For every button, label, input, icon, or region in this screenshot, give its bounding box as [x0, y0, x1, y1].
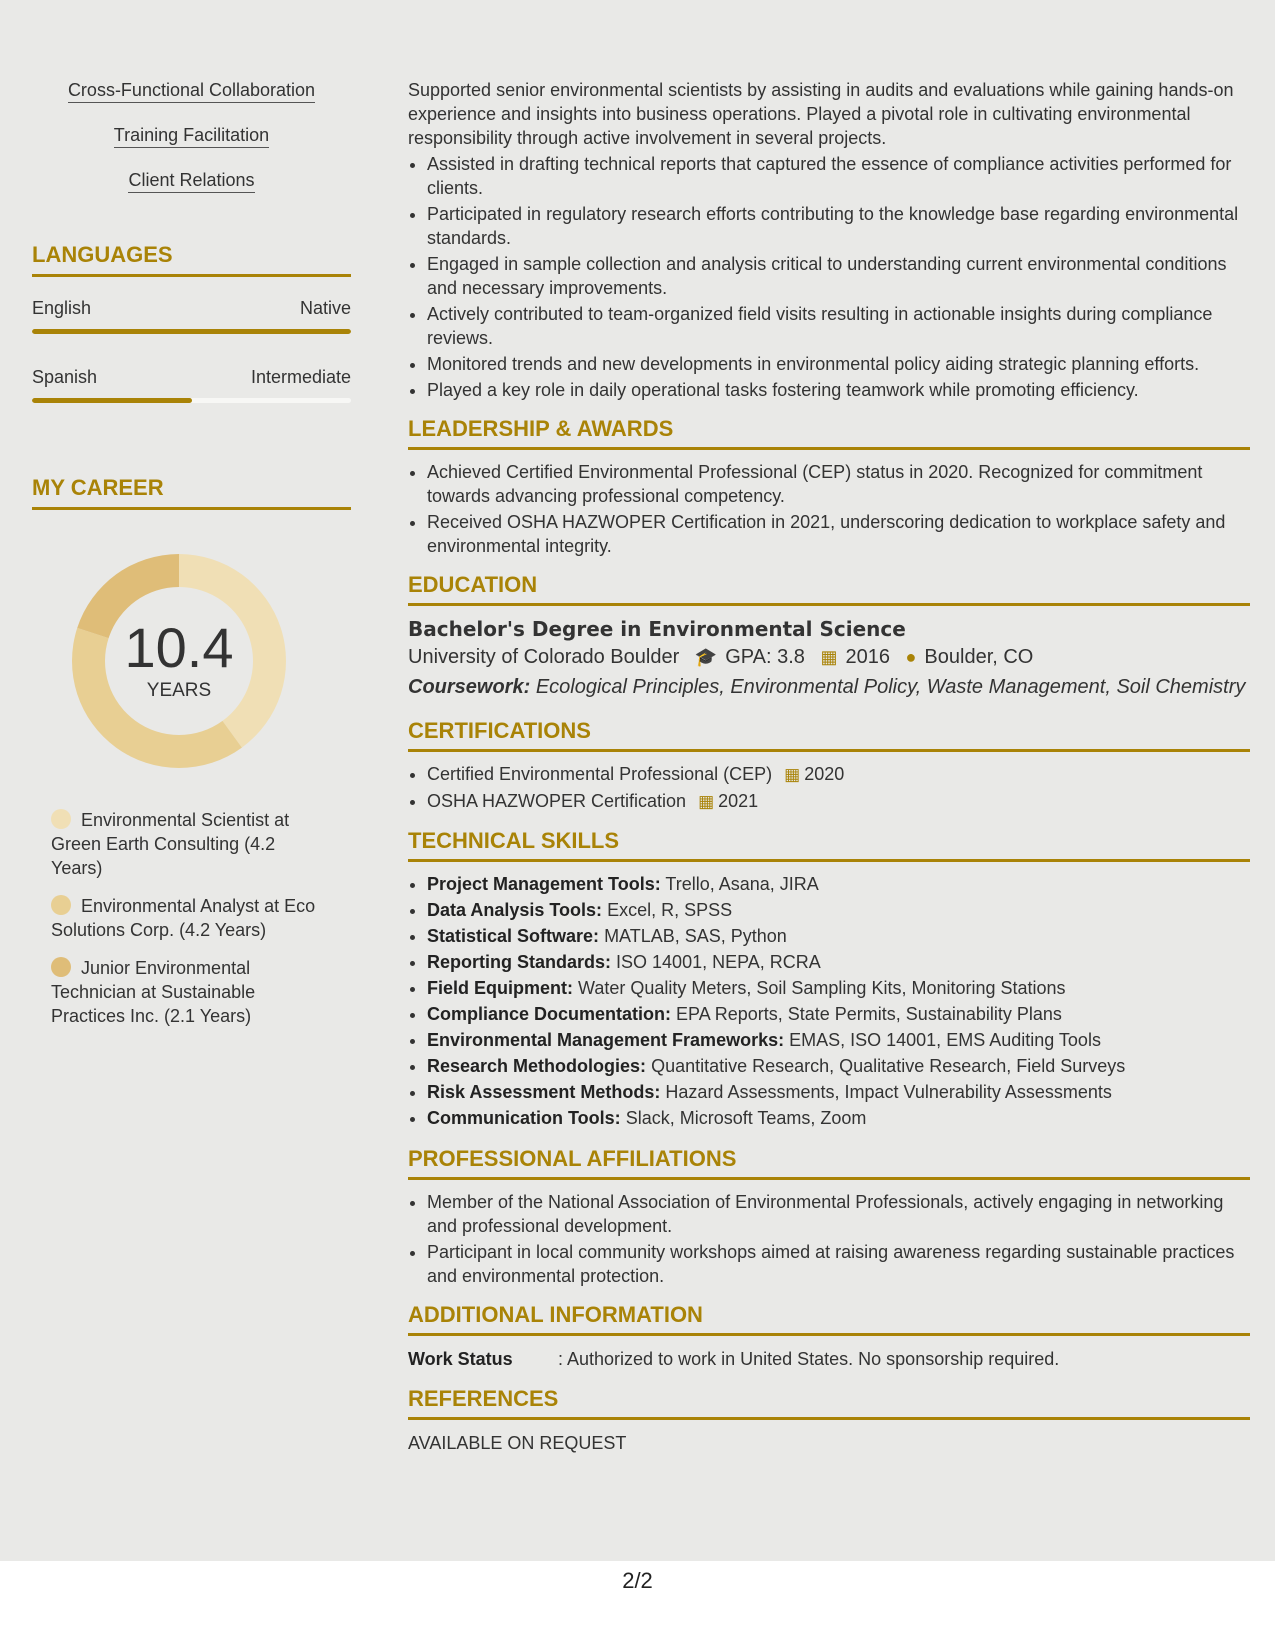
experience-bullets [408, 152, 1250, 402]
list-item: • Reporting Standards: ISO 14001, NEPA, RCRA [427, 950, 1250, 974]
sidebar [32, 80, 351, 1042]
technical-skills-list [408, 872, 1250, 1130]
skill-tag: Client Relations [32, 170, 351, 197]
certifications-heading: CERTIFICATIONS [408, 718, 1250, 752]
language-name: English [32, 298, 92, 318]
work-status-row [408, 1346, 1250, 1372]
list-item: • Achieved Certified Environmental Professional (CEP) status in 2020. Recognized for commitment towards advancing professional competency. [427, 460, 1250, 508]
work-status-value: : Authorized to work in United States. No sponsorship required. [558, 1349, 1060, 1369]
references-text: AVAILABLE ON REQUEST [408, 1433, 627, 1453]
list-item: • Data Analysis Tools: Excel, R, SPSS [427, 898, 1250, 922]
calendar-icon: ▦ [820, 647, 838, 667]
certifications-list [408, 762, 1250, 814]
education-location: Boulder, CO [924, 646, 1034, 668]
legend-dot [51, 957, 71, 977]
list-item: • Actively contributed to team-organized field visits resulting in actionable insights during compliance reviews. [427, 302, 1250, 350]
location-pin-icon: ● [905, 647, 917, 667]
leadership-heading: LEADERSHIP & AWARDS [408, 416, 1250, 450]
list-item: • Participated in regulatory research efforts contributing to the knowledge base regarding environmental standards. [427, 202, 1250, 250]
career-years-label: YEARS [146, 680, 212, 701]
list-item: • Played a key role in daily operational tasks fostering teamwork while promoting efficiency. [427, 378, 1250, 402]
list-item: • Assisted in drafting technical reports that captured the essence of compliance activities performed for clients. [427, 152, 1250, 200]
career-legend-item: Environmental Scientist at Green Earth Consulting (4.2 Years) [51, 810, 290, 878]
calendar-icon: ▦ [784, 765, 801, 784]
language-name: Spanish [32, 367, 98, 387]
career-donut-chart [66, 548, 292, 774]
list-item: • Received OSHA HAZWOPER Certification in 2021, underscoring dedication to workplace safety and environmental integrity. [427, 510, 1250, 558]
list-item: • Engaged in sample collection and analysis critical to understanding current environmental conditions and necessary improvements. [427, 252, 1250, 300]
list-item: • Certified Environmental Professional (CEP) ▦ 2020 [427, 762, 1250, 787]
list-item: • OSHA HAZWOPER Certification ▦ 2021 [427, 789, 1250, 814]
list-item: • Compliance Documentation: EPA Reports, State Permits, Sustainability Plans [427, 1002, 1250, 1026]
list-item: • Participant in local community workshops aimed at raising awareness regarding sustainable practices and environmental protection. [427, 1240, 1250, 1288]
education-coursework: Coursework: Ecological Principles, Environmental Policy, Waste Management, Soil Chemistry [408, 676, 1246, 698]
list-item: • Monitored trends and new developments in environmental policy aiding strategic planning efforts. [427, 352, 1250, 376]
list-item: • Research Methodologies: Quantitative Research, Qualitative Research, Field Surveys [427, 1054, 1250, 1078]
additional-info-heading: ADDITIONAL INFORMATION [408, 1302, 1250, 1336]
leadership-list [408, 460, 1250, 558]
skill-tag: Cross-Functional Collaboration [32, 80, 351, 107]
language-proficiency-bar [32, 329, 351, 334]
legend-dot [51, 895, 71, 915]
languages-heading: LANGUAGES [32, 242, 351, 277]
language-english [32, 297, 351, 334]
language-spanish [32, 366, 351, 403]
graduation-cap-icon: 🎓 [694, 647, 718, 667]
work-status-label: Work Status [408, 1349, 513, 1369]
language-level: Native [299, 298, 351, 318]
education-year: 2016 [845, 646, 890, 668]
career-heading: MY CAREER [32, 475, 351, 510]
list-item: • Statistical Software: MATLAB, SAS, Python [427, 924, 1250, 948]
references-heading: REFERENCES [408, 1386, 1250, 1420]
education-school: University of Colorado Boulder [408, 646, 680, 668]
technical-skills-heading: TECHNICAL SKILLS [408, 828, 1250, 862]
list-item: • Member of the National Association of Environmental Professionals, actively engaging in networking and professional development. [427, 1190, 1250, 1238]
education-heading: EDUCATION [408, 572, 1250, 606]
list-item: • Environmental Management Frameworks: EMAS, ISO 14001, EMS Auditing Tools [427, 1028, 1250, 1052]
list-item: • Project Management Tools: Trello, Asana, JIRA [427, 872, 1250, 896]
list-item: • Communication Tools: Slack, Microsoft Teams, Zoom [427, 1106, 1250, 1130]
list-item: • Risk Assessment Methods: Hazard Assessments, Impact Vulnerability Assessments [427, 1080, 1250, 1104]
affiliations-heading: PROFESSIONAL AFFILIATIONS [408, 1146, 1250, 1180]
language-proficiency-bar [32, 398, 351, 403]
legend-dot [51, 809, 71, 829]
education-degree: Bachelor's Degree in Environmental Science [408, 617, 906, 641]
education-gpa: GPA: 3.8 [725, 646, 805, 668]
career-legend-item: Environmental Analyst at Eco Solutions Corp. (4.2 Years) [51, 896, 316, 940]
calendar-icon: ▦ [698, 792, 715, 811]
experience-summary: Supported senior environmental scientists by assisting in audits and evaluations while gaining hands-on experience and insights into business operations. Played a pivotal role in cultivating environmental responsibility through active involvement in several projects. [408, 80, 1234, 148]
language-level: Intermediate [250, 367, 351, 387]
career-legend-item: Junior Environmental Technician at Sustainable Practices Inc. (2.1 Years) [51, 958, 256, 1026]
skill-tag: Training Facilitation [32, 125, 351, 152]
list-item: • Field Equipment: Water Quality Meters, Soil Sampling Kits, Monitoring Stations [427, 976, 1250, 1000]
main-content [408, 78, 1250, 1456]
page-number: 2/2 [622, 1568, 653, 1593]
affiliations-list [408, 1190, 1250, 1288]
education-details [408, 642, 1250, 672]
career-legend [32, 808, 331, 1028]
career-total-years: 10.4 [124, 616, 234, 679]
